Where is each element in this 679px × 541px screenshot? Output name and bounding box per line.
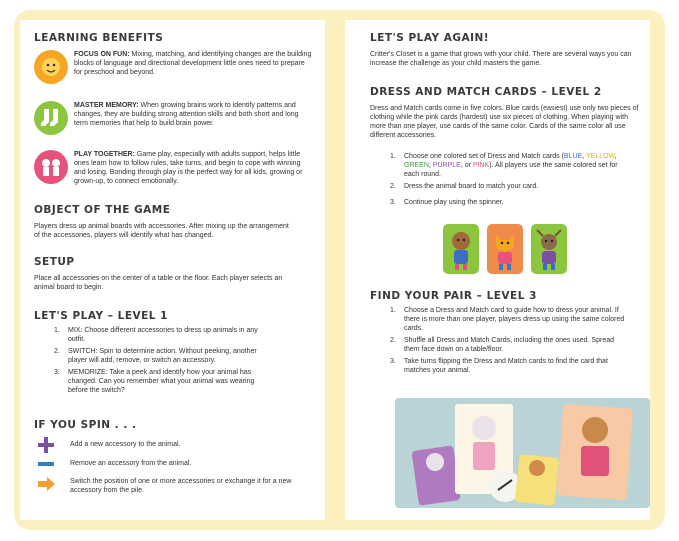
spin-remove-text: Remove an accessory from the animal. [70, 460, 192, 467]
step-text: MEMORIZE: Take a peek and identify how your animal has changed. Can you remember what your animal was wearing before the switch? [68, 369, 255, 394]
step-text: Continue play using the spinner. [404, 199, 504, 206]
sun-face-icon [34, 50, 68, 84]
step-text: MIX: Choose different accessories to dress up animals in any outfit. [68, 327, 258, 343]
list-item [50, 347, 270, 365]
game-photo-icon [395, 398, 650, 508]
step-number: 3. [390, 199, 396, 206]
arrow-icon [36, 476, 56, 492]
step-text: SWITCH: Spin to determine action. Without peeking, another player will add, remove, or switch an accessory. [68, 348, 257, 364]
benefit-text: Game play, especially with adults support, helps little ones learn how to follow rules, take turns, and begin to cope with winning and losing. Bonding through play is the perfect way for all kids, growing or grown-up, to connect emotionally. [74, 151, 303, 185]
minus-icon [36, 456, 56, 472]
moose-card-icon [531, 224, 567, 274]
step-text-post: ). All players use the same colored set for each round. [404, 162, 618, 178]
kids-icon [34, 150, 68, 184]
color-purple: PURPLE [432, 162, 461, 169]
step-number: 1. [390, 307, 396, 314]
step-text-pre: Choose one colored set of Dress and Match cards ( [404, 153, 564, 160]
play-again-title: LET'S PLAY AGAIN! [370, 32, 490, 44]
benefit-title: FOCUS ON FUN: [74, 51, 130, 58]
level2-steps [386, 152, 631, 207]
color-pink: PINK [472, 162, 490, 169]
list-item [50, 368, 270, 395]
step-number: 3. [54, 369, 60, 376]
color-green: GREEN [404, 162, 429, 169]
step-text: Choose a Dress and Match card to guide how to dress your animal. If there is more than one player, players dress up using the same colored cards. [404, 307, 625, 332]
level3-steps [386, 306, 631, 375]
separator: , or [460, 162, 473, 169]
spin-add-text: Add a new accessory to the animal. [70, 441, 181, 448]
fox-card-icon [487, 224, 523, 274]
step-text: Dress the animal board to match your card. [404, 183, 539, 190]
benefit-title: MASTER MEMORY: [74, 102, 139, 109]
level3-title: FIND YOUR PAIR – LEVEL 3 [370, 290, 537, 302]
step-text: Take turns flipping the Dress and Match cards to find the card that matches your animal. [404, 358, 608, 374]
benefit-title: PLAY TOGETHER: [74, 151, 135, 158]
list-item [386, 198, 631, 207]
step-number: 1. [390, 153, 396, 160]
separator: , [428, 162, 433, 169]
color-blue: BLUE [563, 153, 583, 160]
list-item [386, 182, 631, 191]
spin-title: IF YOU SPIN . . . [34, 419, 137, 431]
step-text: Shuffle all Dress and Match Cards, including the ones used. Spread them face down on a table/floor. [404, 337, 614, 353]
hedgehog-card-icon [443, 224, 479, 274]
socks-icon [34, 101, 68, 135]
step-number: 3. [390, 358, 396, 365]
level1-steps [50, 326, 270, 395]
list-item [50, 326, 270, 344]
benefit-text: When growing brains work to identify patterns and changes, they are building strong attention skills and both short and long term memories that help to build brain power. [74, 102, 299, 127]
step-number: 2. [390, 183, 396, 190]
list-item [386, 336, 631, 354]
play-again-text: Critter's Closet is a game that grows with your child. There are several ways you can increase the challenge as your child masters the game. [370, 51, 632, 67]
color-yellow: YELLOW [585, 153, 615, 160]
list-item [386, 152, 631, 179]
list-item [386, 357, 631, 375]
spin-switch-text: Switch the position of one or more accessories or exchange it for a new accessory from the pile. [70, 478, 292, 494]
step-number: 1. [54, 327, 60, 334]
object-text: Players dress up animal boards with accessories. After mixing up the arrangement of the accessories, players will identify what has changed. [34, 223, 289, 239]
setup-text: Place all accessories on the center of a table or the floor. Each player selects an animal board to begin. [34, 275, 283, 291]
object-title: OBJECT OF THE GAME [34, 204, 171, 216]
level2-text: Dress and Match cards come in five colors. Blue cards (easiest) use only two pieces of clothing while the pink cards (hardest) use six pieces of clothing. When playing with more than one player, use cards of the same color. Cards of the same color all use different accessories. [370, 105, 639, 139]
plus-icon [36, 437, 56, 453]
step-number: 2. [390, 337, 396, 344]
list-item [386, 306, 631, 333]
benefit-text: Mixing, matching, and identifying changes are the building blocks of language and directional development little ones need to prepare for preschool and beyond. [74, 51, 312, 76]
level2-title: DRESS AND MATCH CARDS – LEVEL 2 [370, 86, 602, 98]
separator: , [582, 153, 586, 160]
level1-title: LET'S PLAY – LEVEL 1 [34, 310, 168, 322]
separator: , [614, 153, 617, 160]
learning-benefits-title: LEARNING BENEFITS [34, 32, 164, 44]
setup-title: SETUP [34, 256, 75, 268]
step-number: 2. [54, 348, 60, 355]
